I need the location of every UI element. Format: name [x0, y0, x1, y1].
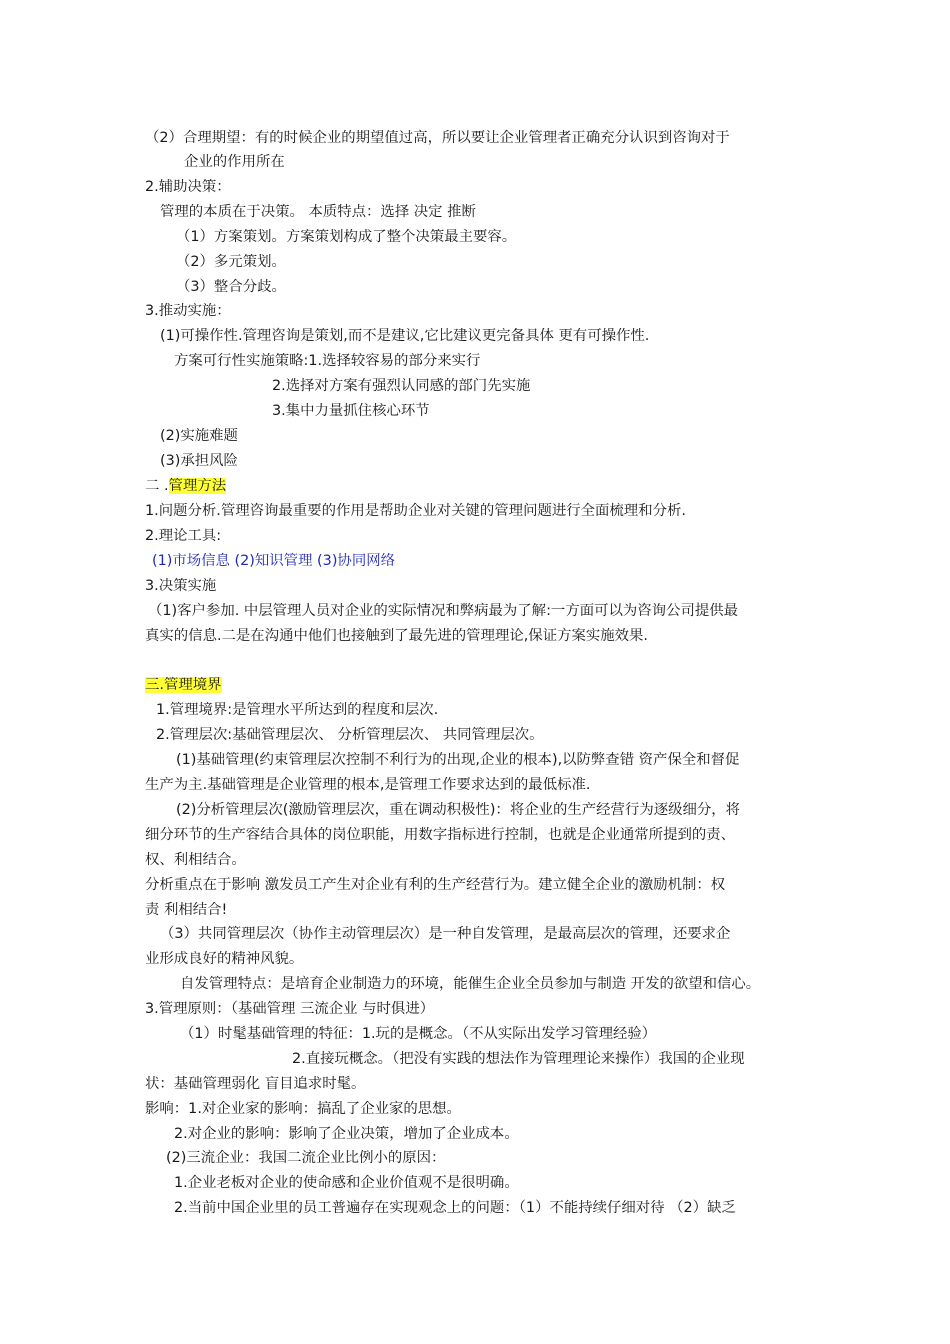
- text-line: （1）时髦基础管理的特征：1.玩的是概念。（不从实际出发学习管理经验）: [180, 1026, 657, 1042]
- text-line: 影响：1.对企业家的影响：搞乱了企业家的思想。: [145, 1101, 461, 1117]
- text-line: （2）合理期望：有的时候企业的期望值过高，所以要让企业管理者正确充分认识到咨询对于: [145, 130, 730, 146]
- section-number: 二 .: [145, 478, 169, 494]
- text-line: 2.选择对方案有强烈认同感的部门先实施: [272, 378, 531, 394]
- text-line: 管理的本质在于决策。 本质特点：选择 决定 推断: [160, 204, 476, 220]
- section-title: [145, 476, 226, 496]
- text-line: 状：基础管理弱化 盲目追求时髦。: [145, 1076, 366, 1092]
- section-title: [145, 675, 222, 695]
- section-heading: 3.决策实施: [145, 578, 217, 594]
- text-line: 自发管理特点：是培育企业制造力的环境，能催生企业全员参加与制造 开发的欲望和信心。: [180, 976, 761, 992]
- highlighted-title: 三.管理境界: [145, 677, 222, 693]
- text-line: 方案可行性实施策略:1.选择较容易的部分来实行: [174, 353, 481, 369]
- text-line: 业形成良好的精神风貌。: [145, 951, 304, 967]
- highlighted-title: 管理方法: [168, 478, 227, 494]
- text-line: 细分环节的生产容结合具体的岗位职能，用数字指标进行控制，也就是企业通常所提到的责、: [145, 827, 736, 843]
- text-line: （3）整合分歧。: [176, 279, 286, 295]
- text-line: 责 利相结合!: [145, 902, 228, 918]
- text-line: 企业的作用所在: [184, 154, 285, 170]
- text-line: 2.对企业的影响：影响了企业决策，增加了企业成本。: [174, 1126, 519, 1142]
- blue-text-line: (1)市场信息 (2)知识管理 (3)协同网络: [152, 553, 395, 569]
- section-heading: 2.辅助决策：: [145, 179, 231, 195]
- section-heading: 3.管理原则：（基础管理 三流企业 与时俱进）: [145, 1001, 435, 1017]
- text-line: (3)承担风险: [160, 453, 238, 469]
- text-line: (2)实施难题: [160, 428, 238, 444]
- text-line: 2.当前中国企业里的员工普遍存在实现观念上的问题：（1）不能持续仔细对待 （2）缺乏: [174, 1200, 736, 1216]
- text-line: (2)三流企业：我国二流企业比例小的原因：: [166, 1150, 446, 1166]
- text-line: 权、利相结合。: [145, 852, 246, 868]
- text-line: 真实的信息.二是在沟通中他们也接触到了最先进的管理理论,保证方案实施效果.: [145, 628, 649, 644]
- text-line: 2.直接玩概念。（把没有实践的想法作为管理理论来操作）我国的企业现: [292, 1051, 745, 1067]
- text-line: 生产为主.基础管理是企业管理的根本,是管理工作要求达到的最低标准.: [145, 777, 591, 793]
- text-line: 2.管理层次:基础管理层次、 分析管理层次、 共同管理层次。: [156, 727, 544, 743]
- section-heading: 3.推动实施：: [145, 303, 231, 319]
- text-line: (1)可操作性.管理咨询是策划,而不是建议,它比建议更完备具体 更有可操作性.: [160, 328, 650, 344]
- text-line: (2)分析管理层次(激励管理层次，重在调动积极性)：将企业的生产经营行为逐级细分，将: [176, 802, 741, 818]
- text-line: 分析重点在于影响 激发员工产生对企业有利的生产经营行为。建立健全企业的激励机制：权: [145, 877, 726, 893]
- text-line: 1.管理境界:是管理水平所达到的程度和层次.: [156, 702, 439, 718]
- text-line: 1.企业老板对企业的使命感和企业价值观不是很明确。: [174, 1175, 519, 1191]
- text-line: （3）共同管理层次（协作主动管理层次）是一种自发管理，是最高层次的管理，还要求企: [160, 926, 731, 942]
- section-heading: 2.理论工具:: [145, 528, 222, 544]
- text-line: 3.集中力量抓住核心环节: [272, 403, 430, 419]
- text-line: （2）多元策划。: [176, 254, 286, 270]
- text-line: (1)基础管理(约束管理层次控制不利行为的出现,企业的根本),以防弊查错 资产保全和督促: [176, 752, 740, 768]
- text-line: （1）方案策划。方案策划构成了整个决策最主要容。: [176, 229, 517, 245]
- text-line: 1.问题分析.管理咨询最重要的作用是帮助企业对关键的管理问题进行全面梳理和分析.: [145, 503, 686, 519]
- text-line: （1)客户参加. 中层管理人员对企业的实际情况和弊病最为了解:一方面可以为咨询公司提供最: [148, 603, 739, 619]
